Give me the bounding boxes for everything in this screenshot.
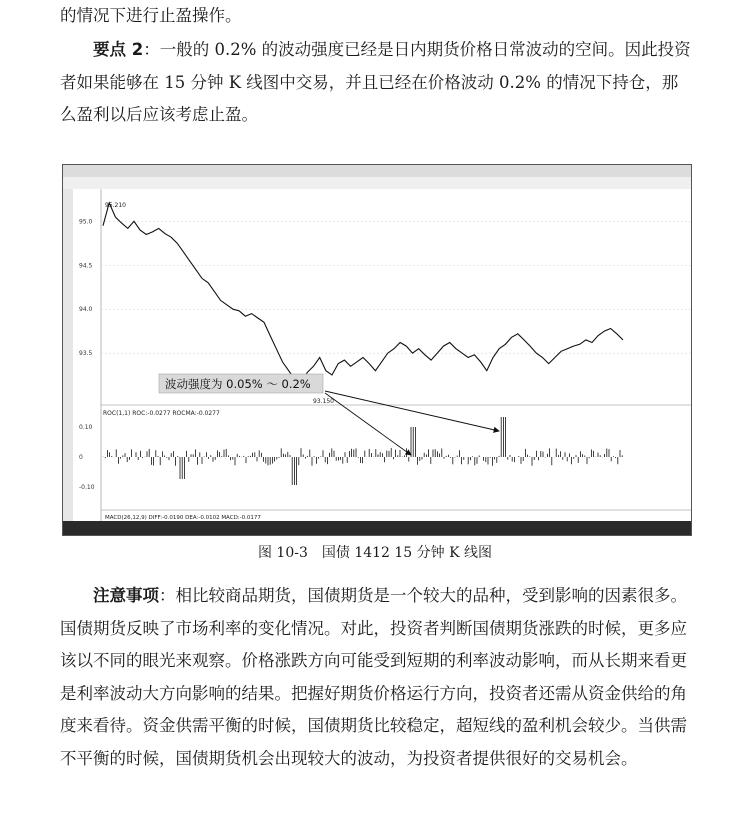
high-label: 95.210 [105,202,126,209]
arrow-2 [325,391,499,431]
price-line [103,203,623,384]
low-label: 93.150 [313,398,334,405]
macd-title: MACD(26,12,9) DIFF:-0.0190 DEA:-0.0102 MACD:-0.0177 [105,515,261,521]
kline-chart [63,165,691,535]
oscillator-tick-label: 0 [79,454,83,461]
annotation-text: 波动强度为 0.05% ～ 0.2% [165,377,311,391]
paragraph-key-point-2 [60,34,692,132]
oscillator-bars [103,417,622,485]
notes-label: 注意事项 [93,586,159,605]
figure-caption: 图 10-3 国债 1412 15 分钟 K 线图 [257,545,493,561]
key-point-body: 一般的 0.2% 的波动强度已经是日内期货价格日常波动的空间。因此投资者如果能够在 15 分钟 K 线图中交易，并且已经在价格波动 0.2% 的情况下持仓，那么盈利以后应该考虑止盈。 [60,40,691,124]
y-tick-label: 93.5 [79,350,93,358]
y-tick-label: 94.5 [79,262,93,270]
y-tick-label: 94.0 [79,306,93,314]
oscillator-title: ROC(1,1) ROC:-0.0277 ROCMA:-0.0277 [103,410,220,417]
kline-chart-figure [62,164,692,536]
paragraph-notes [60,580,692,775]
y-tick-label: 95.0 [79,218,93,226]
oscillator-tick-label: 0.10 [79,424,93,431]
oscillator-tick-label: -0.10 [79,484,95,491]
paragraph-top: 的情况下进行止盈操作。 [60,6,242,25]
arrow-1 [325,393,411,455]
key-point-label: 要点 2 [93,40,144,59]
notes-body: 相比较商品期货，国债期货是一个较大的品种，受到影响的因素很多。国债期货反映了市场利率的变化情况。对此，投资者判断国债期货涨跌的时候，更多应该以不同的眼光来观察。价格涨跌方向可能受到短期的利率波动影响，而从长期来看更是利率波动大方向影响的结果。把握好期货价格运行方向，投资者还需从资金供给的角度来看待。资金供需平衡的时候，国债期货比较稳定，超短线的盈利机会较少。当供需不平衡的时候，国债期货机会出现较大的波动，为投资者提供很好的交易机会。 [60,586,687,768]
key-point-colon: ： [143,40,160,59]
notes-colon: ： [159,586,176,605]
